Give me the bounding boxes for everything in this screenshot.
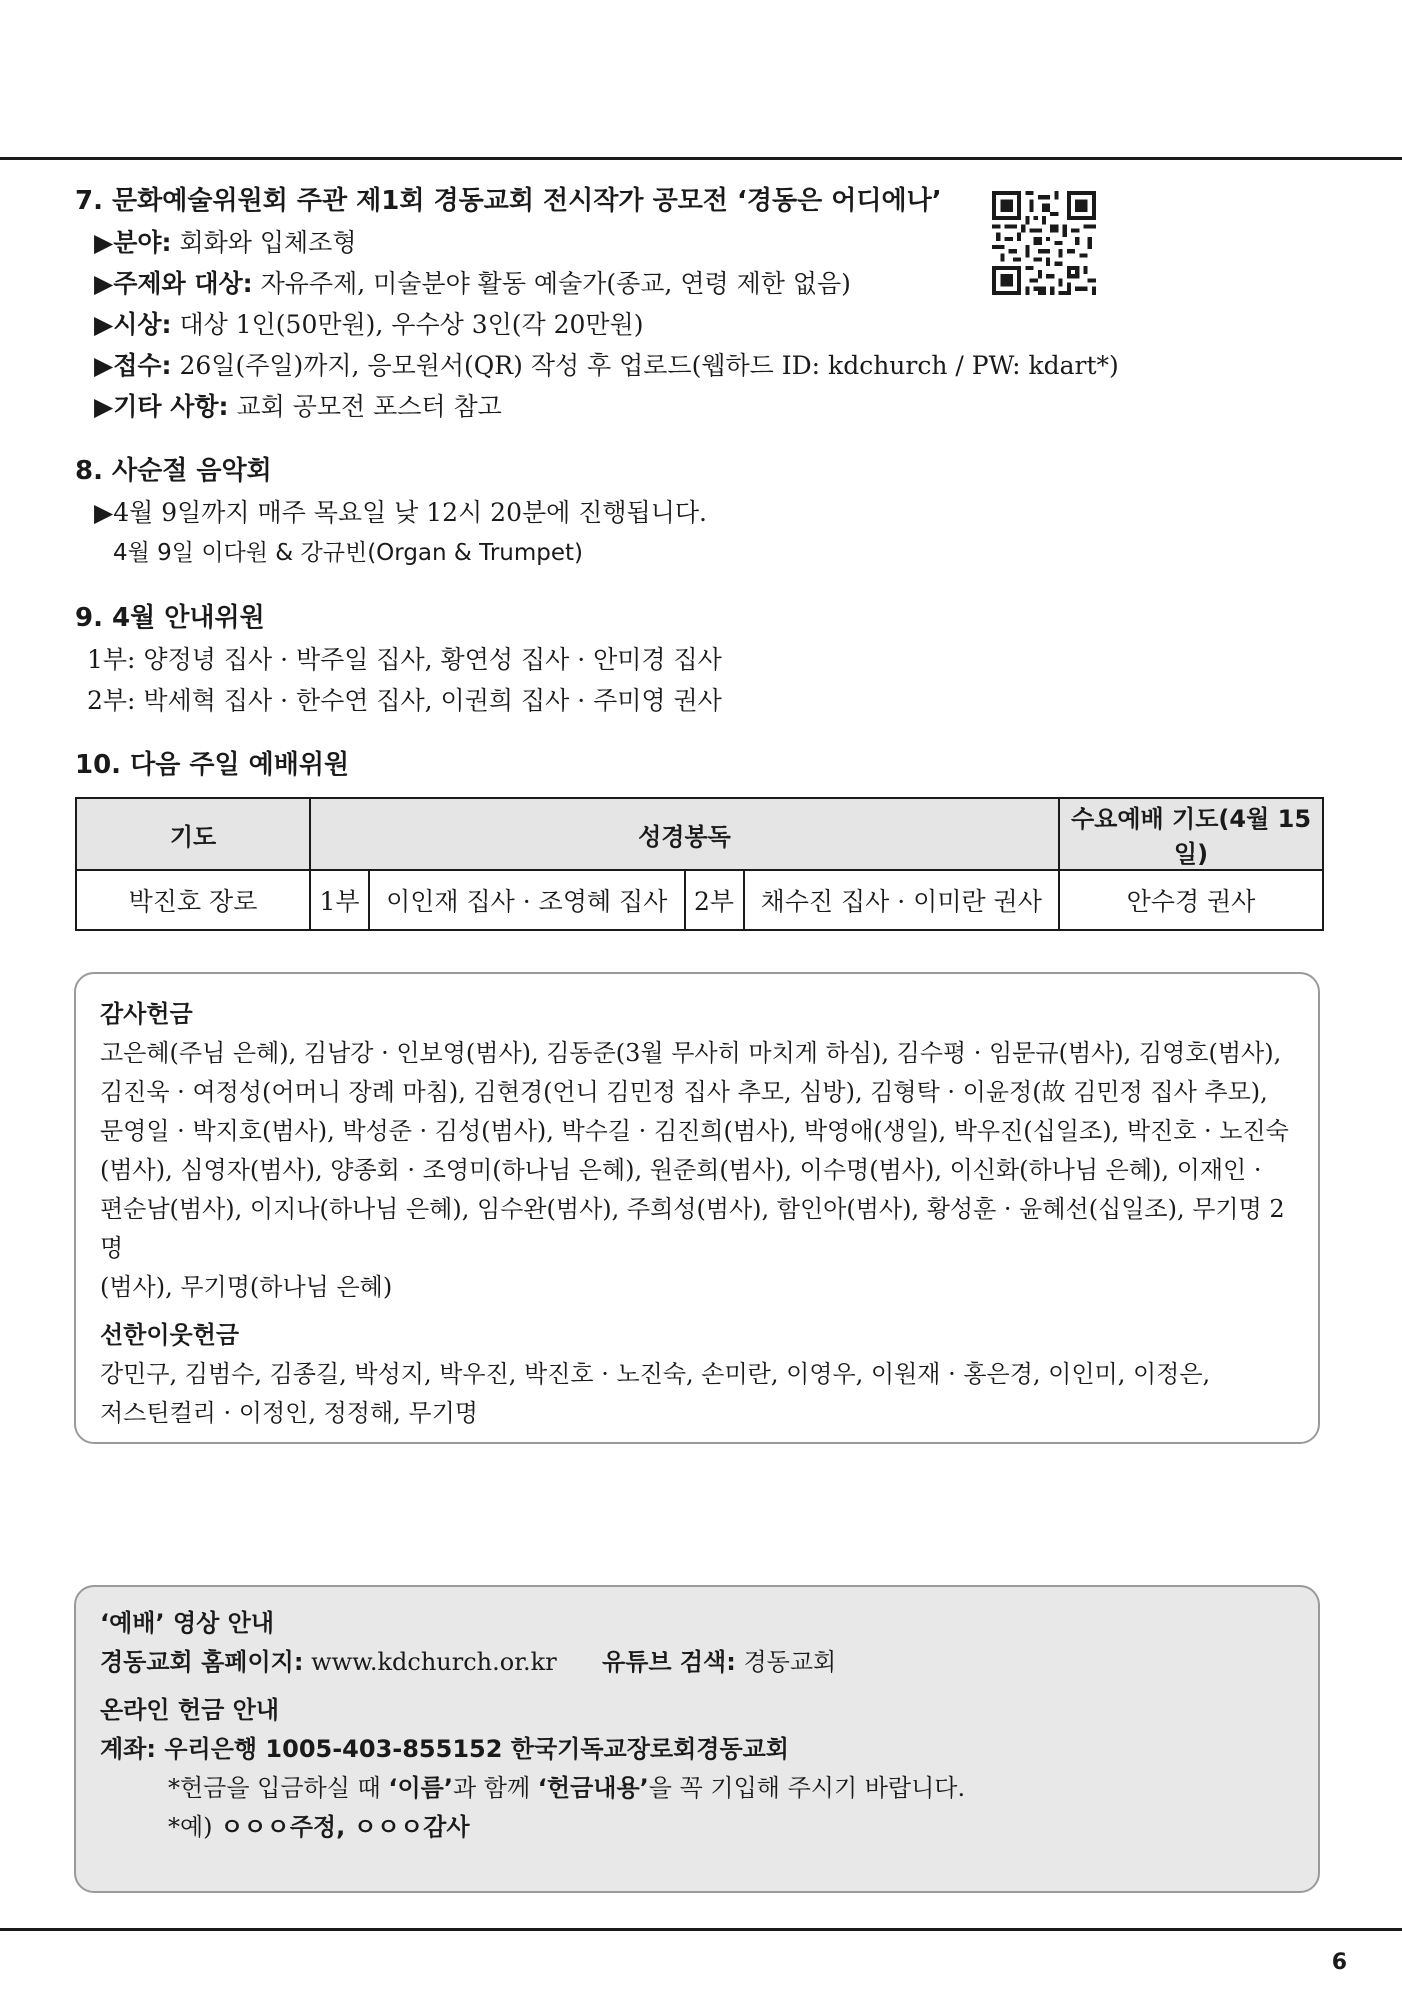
account-value: 우리은행 1005-403-855152 한국기독교장로회경동교회 [155, 1735, 789, 1763]
section9-title: 9. 4월 안내위원 [75, 603, 265, 633]
section9-line: 1부: 양정녕 집사 · 박주일 집사, 황연성 집사 · 안미경 집사 [87, 645, 722, 674]
section8-line: ▶4월 9일까지 매주 목요일 낮 12시 20분에 진행됩니다. [94, 498, 707, 527]
neighbor-offering-title: 선한이웃헌금 [100, 1321, 240, 1349]
account-label: 계좌: [100, 1735, 156, 1763]
header-prayer: 기도 [76, 798, 310, 870]
section7-title: 7. 문화예술위원회 주관 제1회 경동교회 전시작가 공모전 ‘경동은 어디에나’ [75, 186, 942, 216]
neighbor-offering-line: 강민구, 김범수, 김종길, 박성지, 박우진, 박진호 · 노진숙, 손미란, 이영우, 이원재 · 홍은경, 이인미, 이정은, [100, 1360, 1211, 1388]
thanks-offering-line: (범사), 심영자(범사), 양종회 · 조영미(하나님 은혜), 원준희(범사), 이수명(범사), 이신화(하나님 은혜), 이재인 · [100, 1156, 1262, 1184]
section10-title: 10. 다음 주일 예배위원 [75, 750, 350, 780]
cell-wednesday: 안수경 권사 [1059, 870, 1323, 930]
header-reading: 성경봉독 [310, 798, 1059, 870]
homepage-label: 경동교회 홈페이지: [100, 1648, 304, 1676]
thanks-offering-line: 김진욱 · 여정성(어머니 장례 마침), 김현경(언니 김민정 집사 추모, 심방), 김형탁 · 이윤정(故 김민정 집사 추모), [100, 1078, 1268, 1106]
homepage-url[interactable]: www.kdchurch.or.kr [303, 1648, 557, 1676]
neighbor-offering-line: 저스틴컬리 · 이정인, 정정해, 무기명 [100, 1399, 478, 1427]
cell-part2-names: 채수진 집사 · 이미란 권사 [744, 870, 1060, 930]
video-title: ‘예배’ 영상 안내 [100, 1609, 275, 1637]
thanks-offering-line: 고은혜(주님 은혜), 김남강 · 인보영(범사), 김동준(3월 무사히 마치게 하심), 김수평 · 임문규(범사), 김영호(범사), [100, 1039, 1282, 1067]
page-number: 6 [1331, 1950, 1347, 1975]
thanks-offering-title: 감사헌금 [100, 1000, 193, 1028]
top-rule [0, 157, 1402, 160]
section8-title: 8. 사순절 음악회 [75, 456, 272, 486]
offering-example: *예) ㅇㅇㅇ주정, ㅇㅇㅇ감사 [168, 1813, 470, 1841]
bottom-rule [0, 1928, 1402, 1931]
offering-box [74, 972, 1320, 1444]
thanks-offering-line: (범사), 무기명(하나님 은혜) [100, 1273, 393, 1301]
cell-part1: 1부 [310, 870, 369, 930]
info-box [74, 1585, 1320, 1893]
section9-line: 2부: 박세혁 집사 · 한수연 집사, 이권희 집사 · 주미영 권사 [87, 686, 722, 715]
youtube-value: 경동교회 [735, 1648, 837, 1676]
header-wednesday: 수요예배 기도(4월 15일) [1059, 798, 1323, 870]
section7-item: ▶접수: 26일(주일)까지, 응모원서(QR) 작성 후 업로드(웹하드 ID: kdchurch / PW: kdart*) [94, 351, 1119, 380]
homepage-line [100, 1643, 1294, 1682]
thanks-offering-line: 문영일 · 박지호(범사), 박성준 · 김성(범사), 박수길 · 김진희(범사), 박영애(생일), 박우진(십일조), 박진호 · 노진숙 [100, 1117, 1289, 1145]
cell-prayer: 박진호 장로 [76, 870, 310, 930]
main-content [75, 183, 1325, 931]
cell-part1-names: 이인재 집사 · 조영혜 집사 [369, 870, 685, 930]
section8-performer: 4월 9일 이다원 & 강규빈(Organ & Trumpet) [113, 540, 583, 566]
online-offering-title: 온라인 헌금 안내 [100, 1696, 279, 1724]
section7-item: ▶시상: 대상 1인(50만원), 우수상 3인(각 20만원) [94, 310, 644, 339]
cell-part2: 2부 [685, 870, 744, 930]
section7-item: ▶기타 사항: 교회 공모전 포스터 참고 [94, 392, 502, 421]
account-line [100, 1730, 1294, 1769]
youtube-label: 유튜브 검색: [601, 1648, 736, 1676]
worship-committee-table [75, 797, 1324, 931]
section7-item: ▶주제와 대상: 자유주제, 미술분야 활동 예술가(종교, 연령 제한 없음) [94, 269, 851, 298]
section7-item: ▶분야: 회화와 입체조형 [94, 228, 357, 257]
thanks-offering-line: 편순남(범사), 이지나(하나님 은혜), 임수완(범사), 주희성(범사), 함인아(범사), 황성훈 · 윤혜선(십일조), 무기명 2명 [100, 1195, 1285, 1262]
offering-note: *헌금을 입금하실 때 ‘이름’과 함께 ‘헌금내용’을 꼭 기입해 주시기 바랍니다. [168, 1774, 966, 1802]
